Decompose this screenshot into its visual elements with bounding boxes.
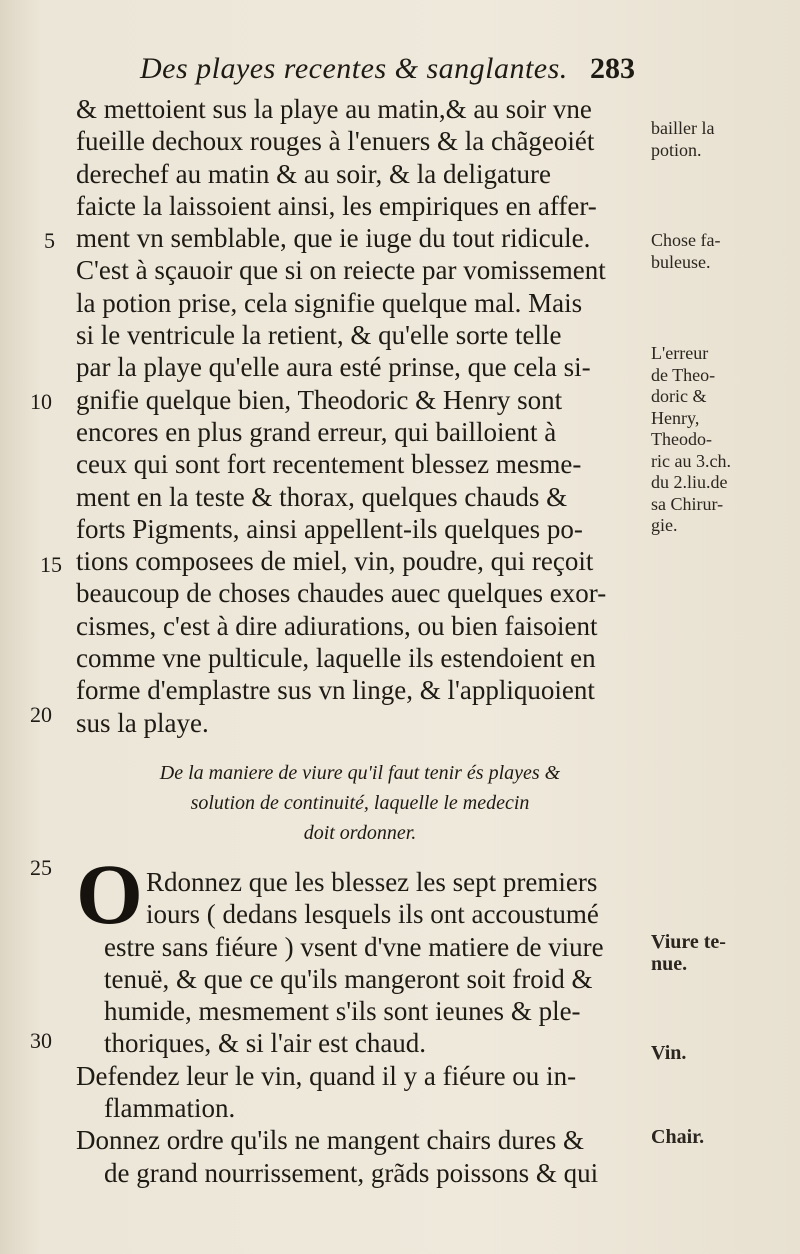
margin-note-line: bailler la	[651, 118, 715, 138]
margin-note-line: ric au 3.ch.	[651, 450, 731, 471]
margin-note-vin	[651, 1043, 796, 1065]
margin-note-line: Vin.	[651, 1042, 687, 1064]
margin-note-line: buleuse.	[651, 251, 711, 272]
text-line: ceux qui sont fort recentement blessez mesme-	[76, 449, 582, 480]
text-line: & mettoient sus la playe au matin,& au soir vne	[76, 94, 592, 124]
text-line: Rdonnez que les blessez les sept premiers	[146, 867, 598, 897]
paragraph-2-indented	[146, 866, 646, 931]
margin-note-line: nue.	[651, 952, 688, 975]
margin-note-line: gie.	[651, 515, 678, 535]
text-line: iours ( dedans lesquels ils ont accoustumé	[146, 899, 599, 930]
paragraph-vin	[76, 1060, 646, 1125]
paragraph-2	[104, 931, 646, 1060]
text-line: humide, mesmement s'ils sont ieunes & ple-	[104, 996, 581, 1027]
text-line: flammation.	[104, 1093, 236, 1124]
margin-note-line: Chose fa-	[651, 230, 721, 250]
text-line: la potion prise, cela signifie quelque mal. Mais	[76, 287, 583, 318]
line-number-15: 15	[40, 552, 62, 577]
text-line: thoriques, & si l'air est chaud.	[104, 1028, 427, 1059]
text-line: C'est à sçauoir que si on reiecte par vomissement	[76, 255, 606, 286]
margin-note-bailler	[651, 118, 796, 161]
text-line: forme d'emplastre sus vn linge, & l'appliquoient	[76, 675, 595, 706]
line-number-5: 5	[44, 228, 55, 253]
line-number-20: 20	[30, 702, 52, 727]
section-title-line: De la maniere de viure qu'il faut tenir és playes &	[159, 762, 561, 784]
text-line: derechef au matin & au soir, & la deligature	[76, 158, 551, 189]
text-line: comme vne pulticule, laquelle ils estendoient en	[76, 643, 596, 674]
text-line: ment vn semblable, que ie iuge du tout ridicule.	[76, 223, 591, 254]
margin-note-line: Henry,	[651, 407, 700, 428]
margin-note-erreur	[651, 343, 796, 537]
margin-note-line: de Theo-	[651, 364, 716, 385]
text-line: gnifie quelque bien, Theodoric & Henry sont	[76, 384, 563, 415]
running-header: Des playes recentes & sanglantes.	[140, 52, 568, 85]
margin-note-viure	[651, 932, 796, 975]
paragraph-chair	[76, 1124, 646, 1189]
margin-note-line: doric &	[651, 386, 707, 406]
margin-note-line: potion.	[651, 139, 702, 160]
section-title-line: doit ordonner.	[303, 822, 417, 844]
drop-cap: O	[76, 846, 143, 942]
section-title-line: solution de continuité, laquelle le medecin	[190, 792, 530, 814]
text-line: Donnez ordre qu'ils ne mangent chairs dures &	[76, 1125, 584, 1156]
text-line: ment en la teste & thorax, quelques chauds &	[76, 481, 568, 512]
text-line: Defendez leur le vin, quand il y a fiéure ou in-	[76, 1060, 577, 1091]
text-line: beaucoup de choses chaudes auec quelques exor-	[76, 578, 607, 609]
margin-note-line: Viure te-	[651, 931, 726, 953]
line-number-25: 25	[30, 855, 52, 880]
section-title	[100, 758, 620, 848]
line-number-30: 30	[30, 1028, 52, 1053]
line-number-10: 10	[30, 389, 52, 414]
page-number: 283	[590, 52, 635, 85]
text-line: forts Pigments, ainsi appellent-ils quelques po-	[76, 513, 583, 544]
text-line: tions composees de miel, vin, poudre, qui reçoit	[76, 546, 594, 577]
text-line: fueille dechoux rouges à l'enuers & la chãgeoiét	[76, 126, 595, 157]
text-line: de grand nourrissement, grãds poissons & qui	[104, 1157, 599, 1188]
text-line: cismes, c'est à dire adiurations, ou bien faisoient	[76, 610, 598, 641]
margin-note-line: Chair.	[651, 1126, 705, 1148]
text-line: si le ventricule la retient, & qu'elle sorte telle	[76, 320, 562, 351]
margin-note-chair	[651, 1127, 796, 1149]
text-line: sus la playe.	[76, 707, 209, 738]
margin-note-line: Theodo-	[651, 429, 712, 449]
paragraph-1	[76, 93, 646, 739]
text-line: faicte la laissoient ainsi, les empiriques en affer-	[76, 190, 597, 221]
margin-note-line: sa Chirur-	[651, 493, 724, 514]
margin-note-line: du 2.liu.de	[651, 472, 728, 492]
text-line: tenuë, & que ce qu'ils mangeront soit froid &	[104, 963, 593, 994]
text-line: encores en plus grand erreur, qui bailloient à	[76, 416, 557, 447]
text-line: par la playe qu'elle aura esté prinse, que cela si-	[76, 352, 591, 383]
margin-note-line: L'erreur	[651, 343, 709, 363]
text-line: estre sans fiéure ) vsent d'vne matiere de viure	[104, 931, 604, 962]
margin-note-chose	[651, 230, 796, 273]
